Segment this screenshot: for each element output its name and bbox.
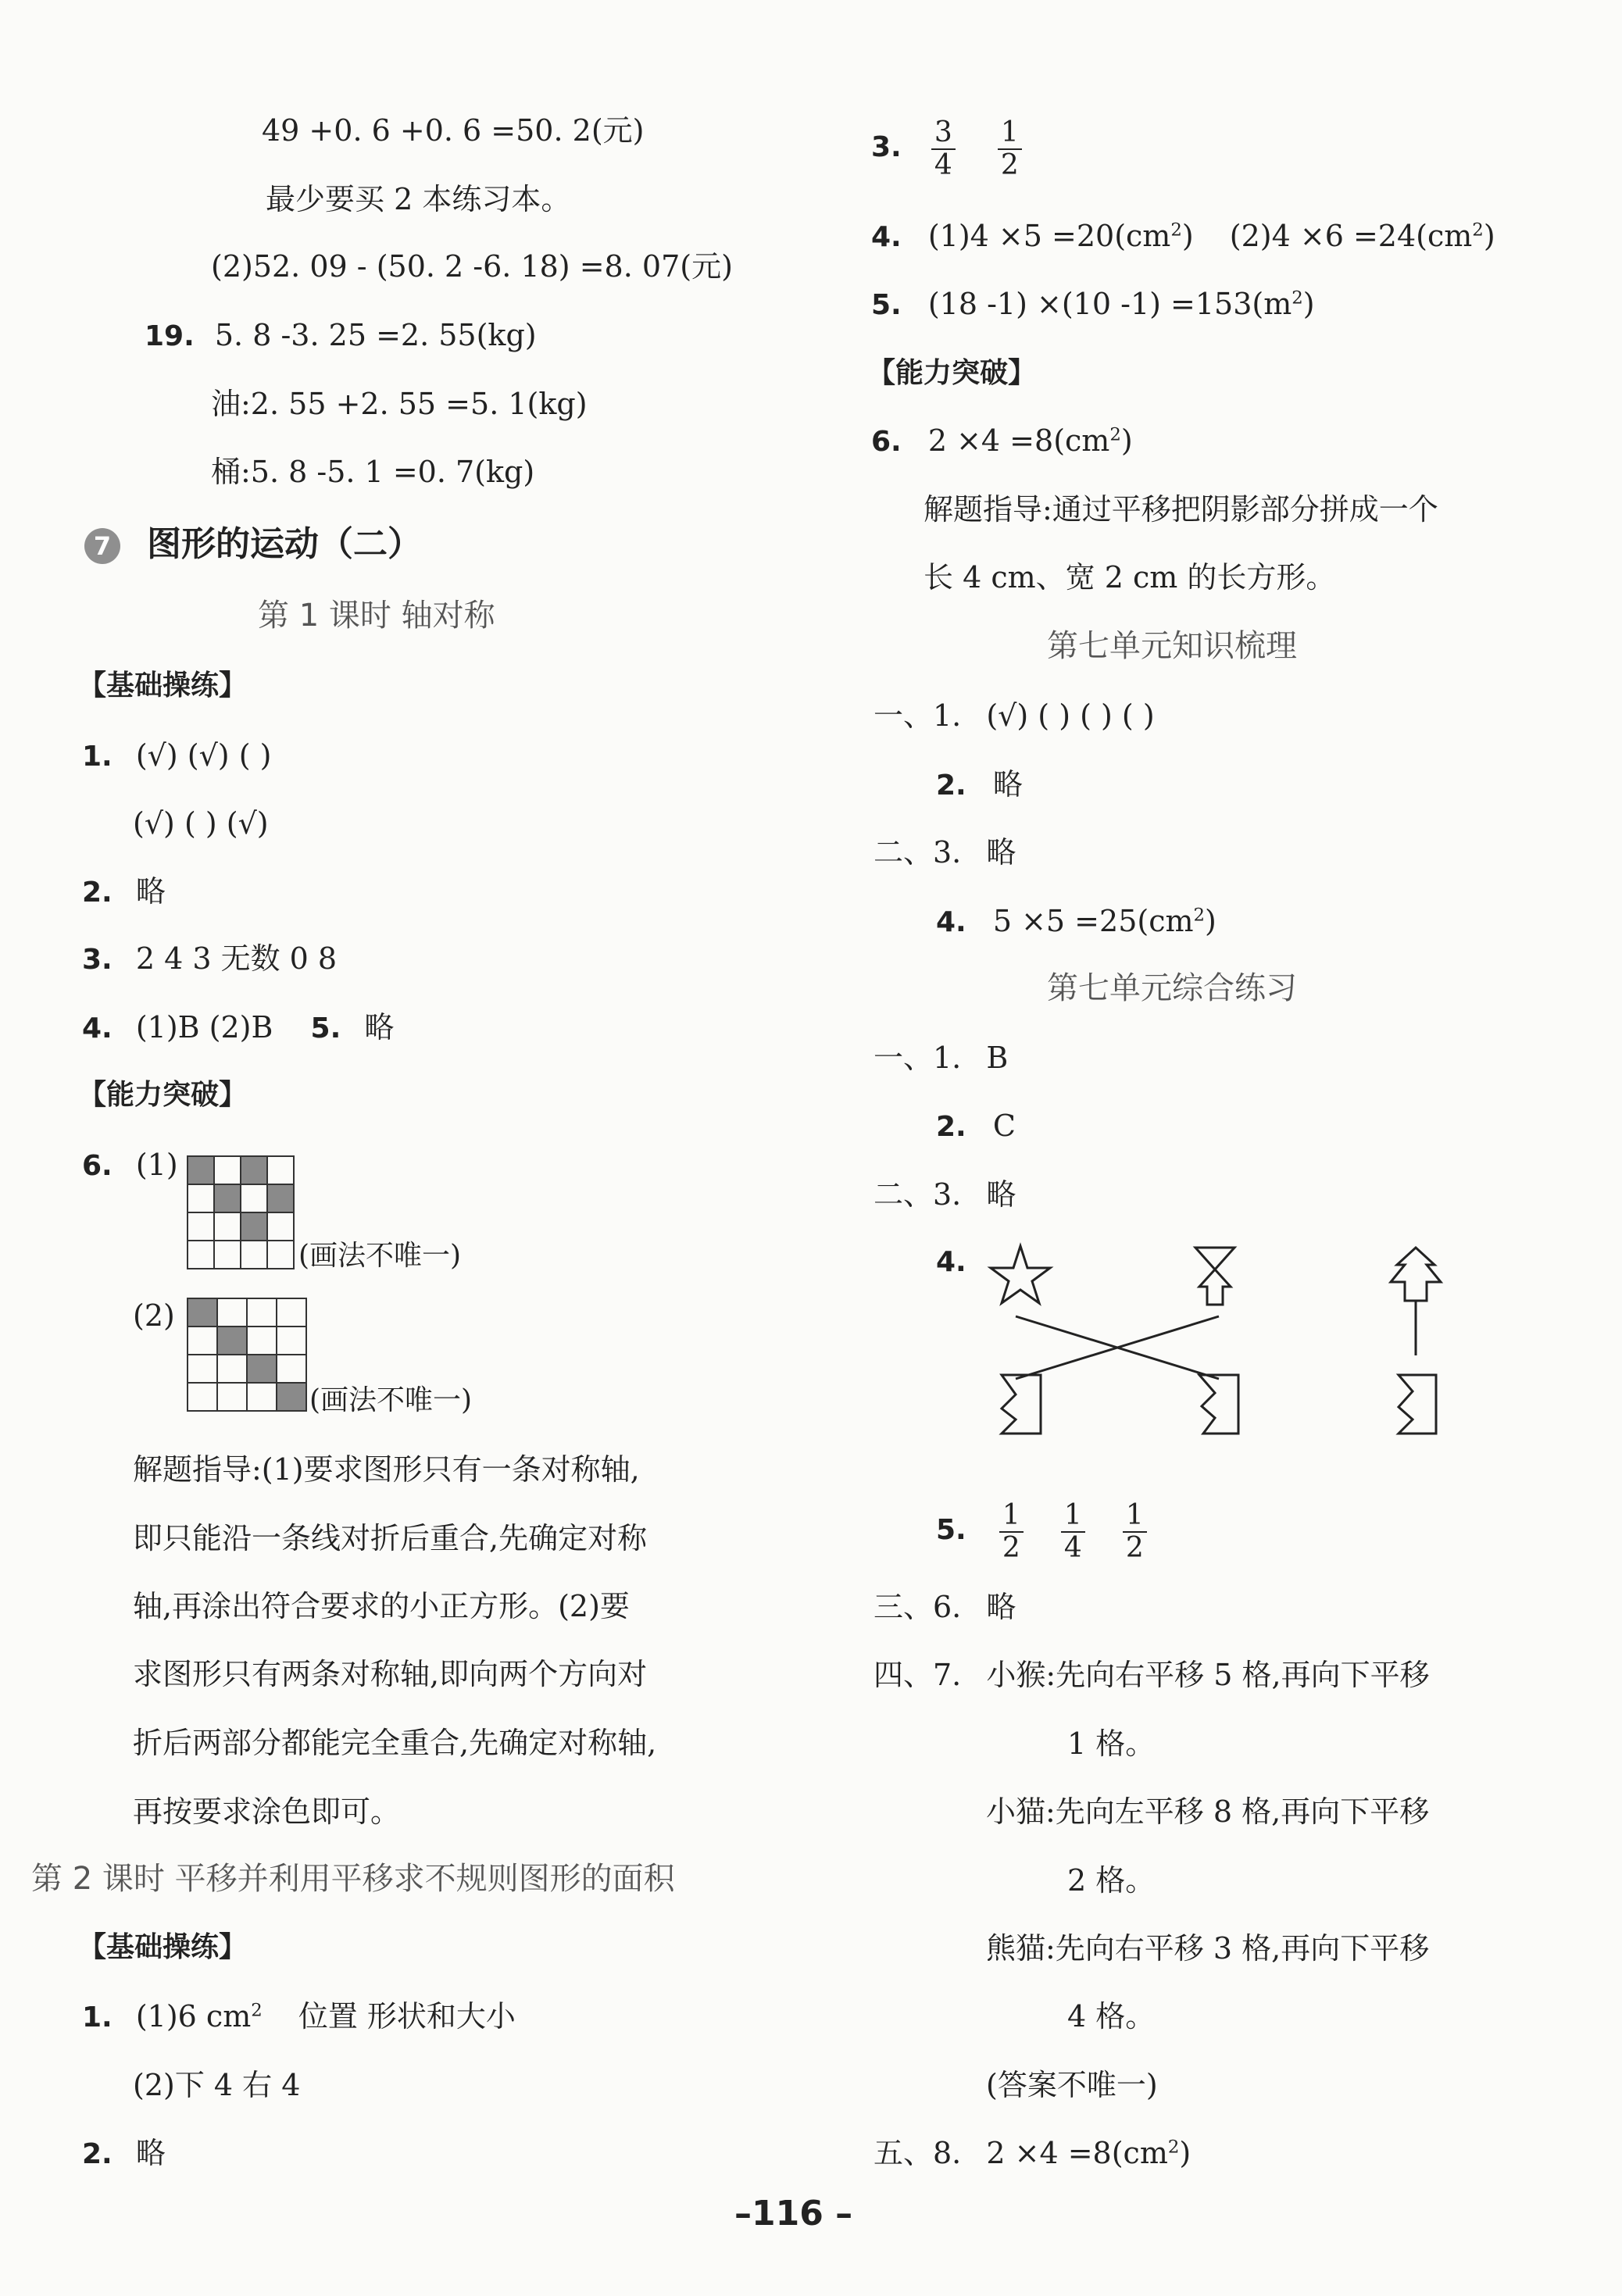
question-number: 5.: [871, 289, 902, 321]
question-number: 1.: [82, 741, 113, 773]
ability-label: 【能力突破】: [78, 1079, 248, 1111]
right-guide-2: 长 4 cm、宽 2 cm 的长方形。: [924, 560, 1336, 595]
guide-line-3: 轴,再涂出符合要求的小正方形。(2)要: [133, 1589, 630, 1623]
review-question-2: 2. 略: [936, 767, 1023, 802]
guide-line-2: 即只能沿一条线对折后重合,先确定对称: [133, 1521, 648, 1555]
right-guide-1: 解题指导:通过平移把阴影部分拼成一个: [924, 492, 1438, 527]
fraction: $\frac{1}{2}$: [1123, 1500, 1147, 1563]
guide-line-1: 解题指导:(1)要求图形只有一条对称轴,: [133, 1452, 640, 1487]
lesson-1-title: 第 1 课时 轴对称: [258, 598, 495, 634]
fraction: $\frac{1}{2}$: [999, 1500, 1024, 1563]
basic-practice-label-2: 【基础操练】: [78, 1931, 248, 1963]
question-number: 3.: [871, 131, 902, 164]
answer: (1)6 cm: [135, 1999, 252, 2034]
question-number: 2.: [82, 2138, 113, 2170]
right-question-5: 5. (18 -1) ×(10 $-1) =153(m^2)$: [871, 287, 1315, 321]
question-number: 19.: [145, 320, 195, 352]
part-label: (1): [135, 1148, 178, 1182]
question-3: [82, 941, 338, 976]
zigzag-shape-3: [1399, 1375, 1436, 1434]
unit-7-practice-title: 第七单元综合练习: [1047, 970, 1297, 1006]
practice-question-5: 5. $\frac{1}{2}$ $\frac{1}{4}$ $\frac{1}{2}$: [936, 1500, 1156, 1563]
p7-note: (答案不唯一): [986, 2068, 1158, 2102]
left-line-6: 桶:5. 8 -5. 1 =0. 7(kg): [211, 455, 535, 489]
tree-shape: [1391, 1248, 1441, 1355]
answer: 略: [135, 2136, 166, 2170]
left-line-2: 最少要买 2 本练习本。: [266, 182, 571, 216]
answer-b: 位置 形状和大小: [298, 1999, 516, 2034]
answer: (√) (√) ( ): [135, 738, 272, 773]
p7-b1: 小猫:先向左平移 8 格,再向下平移: [986, 1794, 1430, 1829]
question-number: 2.: [82, 877, 113, 909]
right-question-4: 4. $(1)4 \times 5 =20(cm^2)$ $(2)4 \times 6 =24(cm^2)$: [871, 219, 1495, 253]
p7-c1: 熊猫:先向右平移 3 格,再向下平移: [986, 1931, 1430, 1966]
question-1-row-2: (√) ( ) (√): [133, 806, 269, 841]
question-number: 6.: [871, 426, 902, 458]
answer: 5. 8 -3. 25 =2. 55(kg): [214, 318, 537, 352]
note-1: (画法不唯一): [298, 1240, 462, 1272]
section-title: 图形的运动（二）: [147, 524, 422, 564]
section-heading: [84, 524, 422, 564]
practice-question-7: 四、7. 小猴:先向右平移 5 格,再向下平移: [874, 1658, 1430, 1692]
answer: 2 4 3 无数 0 8: [135, 941, 338, 976]
question-4-5: [82, 1012, 394, 1043]
lesson-2-title: 第 2 课时 平移并利用平移求不规则图形的面积: [31, 1861, 675, 1897]
star-shape: [991, 1246, 1050, 1303]
zigzag-shape-1: [1002, 1375, 1041, 1434]
section-badge: 7: [84, 528, 120, 564]
answer: 略: [135, 874, 166, 909]
question-number: 4.: [82, 1012, 113, 1044]
hourglass-shape: [1195, 1248, 1234, 1305]
practice-question-1: 一、1. B: [874, 1041, 1009, 1075]
practice-question-8: 五、8. $2 \times 4 =8(cm^2)$: [874, 2136, 1191, 2170]
zigzag-shape-2: [1199, 1375, 1238, 1434]
fraction: $\frac{1}{2}$: [998, 117, 1022, 180]
matching-figure: [984, 1238, 1469, 1449]
unit-7-review-title: 第七单元知识梳理: [1047, 628, 1297, 664]
part-2-label: (2): [133, 1298, 175, 1333]
left-line-3: (2)52. 09 - (50. 2 -6. 18) =8. 07(元): [211, 249, 733, 284]
p7-a2: 1 格。: [1067, 1726, 1156, 1761]
note-2: (画法不唯一): [309, 1384, 473, 1416]
answer: (1)B (2)B: [135, 1010, 273, 1044]
lesson-2-question-1-row-2: (2)下 4 右 4: [133, 2068, 301, 2102]
right-question-6: 6. $2 \times 4 =8(cm^2)$: [871, 423, 1133, 458]
left-line-1: 49 +0. 6 +0. 6 =50. 2(元): [262, 113, 645, 148]
p7-b2: 2 格。: [1067, 1863, 1156, 1898]
left-line-5: 油:2. 55 +2. 55 =5. 1(kg): [211, 387, 588, 421]
practice-question-2: 2. C: [936, 1109, 1016, 1143]
fraction: $\frac{1}{4}$: [1061, 1500, 1085, 1563]
right-question-3: [871, 117, 1031, 180]
review-question-4: 4. $5 \times 5 =25(cm^2)$: [936, 904, 1216, 938]
lesson-2-question-2: [82, 2138, 166, 2169]
grid-figure-2: [186, 1297, 308, 1414]
basic-practice-label: 【基础操练】: [78, 670, 248, 702]
fraction: $\frac{3}{4}$: [931, 117, 956, 180]
review-question-1: 一、1. (√) ( ) ( ) ( ): [874, 698, 1155, 733]
grid-figure-1: [186, 1155, 297, 1272]
guide-line-6: 再按要求涂色即可。: [133, 1794, 401, 1829]
question-number: 3.: [82, 944, 113, 976]
question-number: 4.: [871, 221, 902, 253]
question-6: [82, 1150, 178, 1180]
question-2: [82, 874, 166, 909]
practice-question-4-number: 4.: [936, 1246, 966, 1278]
practice-question-6: 三、6. 略: [874, 1590, 1016, 1624]
question-number: 6.: [82, 1150, 113, 1182]
question-1: [82, 738, 272, 773]
review-question-3: 二、3. 略: [874, 835, 1016, 869]
question-number: 5.: [310, 1012, 341, 1044]
guide-line-4: 求图形只有两条对称轴,即向两个方向对: [133, 1657, 648, 1691]
p7-c2: 4 格。: [1067, 1999, 1156, 2034]
practice-question-3: 二、3. 略: [874, 1177, 1016, 1212]
answer: 略: [364, 1010, 395, 1044]
question-number: 1.: [82, 2001, 113, 2034]
page-number: –116 –: [734, 2194, 853, 2234]
guide-line-5: 折后两部分都能完全重合,先确定对称轴,: [133, 1726, 657, 1760]
right-ability-label: 【能力突破】: [867, 357, 1037, 389]
question-19: [145, 320, 537, 351]
lesson-2-question-1: 1. (1)6 $cm^2$ 位置 形状和大小: [82, 1999, 516, 2034]
